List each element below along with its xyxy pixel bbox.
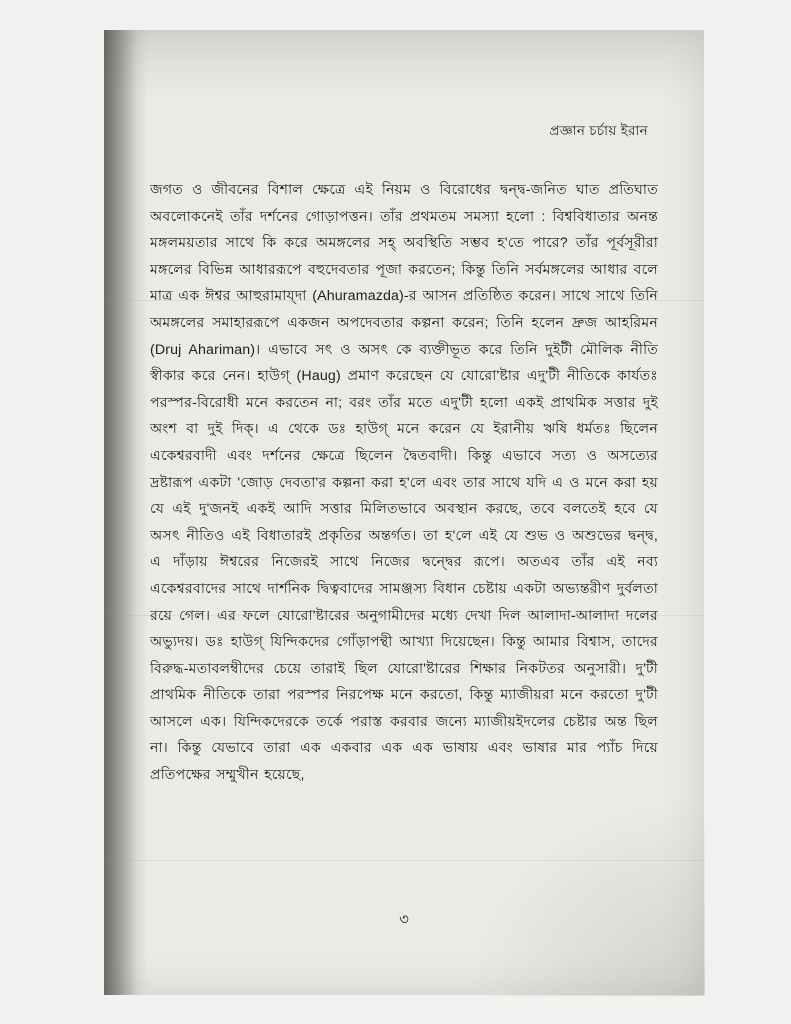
page-content — [150, 120, 658, 940]
running-head: প্রজ্ঞান চর্চায় ইরান — [549, 123, 648, 138]
binding-gutter-shadow — [104, 30, 148, 995]
body-text-block — [150, 177, 658, 789]
page-number: ৩ — [399, 911, 409, 928]
body-paragraph: জগত ও জীবনের বিশাল ক্ষেত্রে এই নিয়ম ও বিরোধের দ্বন্দ্ব-জনিত ঘাত প্রতিঘাত অবলোকনেই তাঁর দর্শনের গোড়াপত্তন। তাঁর প্রথমতম সমস্যা হলো : বিশ্ববিধাতার অনন্ত মঙ্গলময়তার সাথে কি করে অমঙ্গলের সহ্ অবস্থিতি সম্ভব হ'তে পারে? তাঁর পূর্বসূরীরা মঙ্গলের বিভিন্ন আধাররূপে বহুদেবতার পূজা করতেন; কিন্তু তিনি সর্বমঙ্গলের আধার বলে মাত্র এক ঈশ্বর আহুরামায্‌দা (Ahuramazda)-র আসন প্রতিষ্ঠিত করেন। সাথে সাথে তিনি অমঙ্গলের সমাহাররূপে একজন অপদেবতার কল্পনা করেন; তিনি হলেন দ্রুজ আহরিমন (Druj Ahariman)। এভাবে সৎ ও অসৎ কে ব্যক্তীভূত করে তিনি দুইটী মৌলিক নীতি স্বীকার করে নেন। হাউগ্‌ (Haug) প্রমাণ করেছেন যে যোরো'ষ্টার এদু'টী নীতিকে কার্যতঃ পরস্পর-বিরোধী মনে করতেন না; বরং তাঁর মতে এদু'টী হলো একই প্রাথমিক সত্তার দুই অংশ বা দুই দিক্। এ থেকে ডঃ হাউগ্ মনে করেন যে ইরানীয় ঋষি ধর্মতঃ ছিলেন একেশ্বরবাদী এবং দর্শনের ক্ষেত্রে ছিলেন দ্বৈতবাদী। কিন্তু এভাবে সত্য ও অসত্যের দ্রষ্টারূপ একটা 'জোড় দেবতা'র কল্পনা করা হ'লে এবং তার সাথে যদি এ ও মনে করা হয় যে এই দু'জনই একই আদি সত্তার মিলিতভাবে অবস্থান করছে, তবে বলতেই হবে যে অসৎ নীতিও এই বিধাতারই প্রকৃতির অন্তর্গত। তা হ'লে এই যে শুভ ও অশুভের দ্বন্দ্ব, এ দাঁড়ায় ঈশ্বরের নিজেরই সাথে নিজের দ্বন্দ্বের রূপে। অতএব তাঁর এই নব্য একেশ্বরবাদের সাথে দার্শনিক দ্বিত্ববাদের সামঞ্জস্য বিধান চেষ্টায় একটা অভ্যন্তরীণ দুর্বলতা রয়ে গেল। এর ফলে যোরো'ষ্টারের অনুগামীদের মধ্যে দেখা দিল আলাদা-আলাদা দলের অভ্যুদয়। ডঃ হাউগ্ যিন্দিকদের গোঁড়াপন্থী আখ্যা দিয়েছেন। কিন্তু আমার বিশ্বাস, তাদের বিরুদ্ধ-মতাবলম্বীদের চেয়ে তারাই ছিল যোরো'ষ্টারের শিক্ষার নিকটতর অনুসারী। দু'টী প্রাথমিক নীতিকে তারা পরস্পর নিরপেক্ষ মনে করতো, কিন্তু ম্যাজীয়রা মনে করতো দু'টী আসলে এক। যিন্দিকদেরকে তর্কে পরাস্ত করবার জন্যে ম্যাজীয়ইদলের চেষ্টার অন্ত ছিল না। কিন্তু যেভাবে তারা এক একবার এক এক ভাষায় এবং ভাষার মার প্যাঁচ দিয়ে প্রতিপক্ষের সম্মুখীন হয়েছে, — [150, 182, 658, 784]
